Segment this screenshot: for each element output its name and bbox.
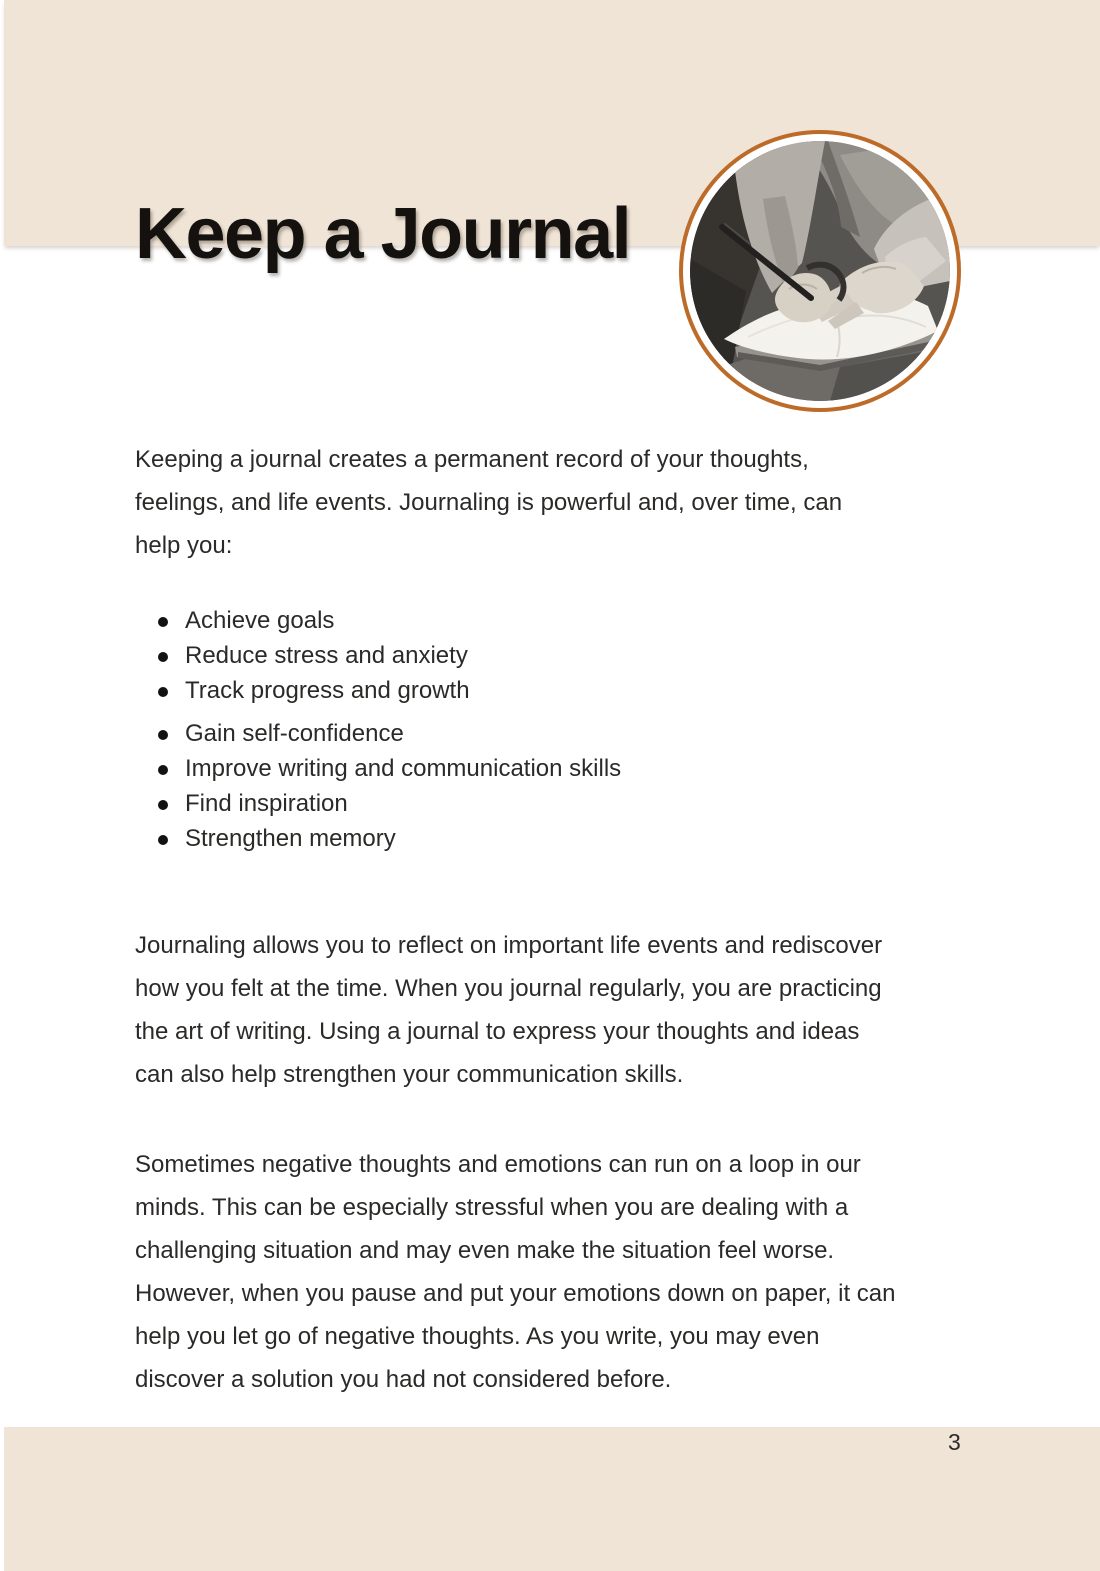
list-item: Reduce stress and anxiety (185, 638, 621, 673)
footer-band (4, 1427, 1100, 1571)
paragraph-line: how you felt at the time. When you journal regularly, you are practicing (135, 975, 882, 1002)
list-item: Find inspiration (185, 786, 621, 821)
intro-paragraph (135, 438, 842, 567)
paragraph-line: minds. This can be especially stressful when you are dealing with a (135, 1194, 849, 1221)
paragraph-line: challenging situation and may even make the situation feel worse. (135, 1237, 835, 1264)
list-item: Achieve goals (185, 603, 621, 638)
paragraph-line: feelings, and life events. Journaling is powerful and, over time, can (135, 489, 843, 516)
paragraph-line: discover a solution you had not considered before. (135, 1366, 672, 1393)
paragraph-line: help you: (135, 532, 233, 559)
benefits-list (185, 603, 621, 856)
paragraph-line: the art of writing. Using a journal to express your thoughts and ideas (135, 1018, 860, 1045)
paragraph-line: Keeping a journal creates a permanent record of your thoughts, (135, 446, 809, 473)
paragraph-line: can also help strengthen your communication skills. (135, 1061, 684, 1088)
paragraph-line: Journaling allows you to reflect on important life events and rediscover (135, 932, 883, 959)
list-item: Gain self-confidence (185, 716, 621, 751)
paragraph-line: Sometimes negative thoughts and emotions can run on a loop in our (135, 1151, 861, 1178)
journal-photo-frame (679, 130, 961, 412)
negative-thoughts-paragraph (135, 1143, 896, 1401)
reflection-paragraph (135, 924, 882, 1096)
list-item: Improve writing and communication skills (185, 751, 621, 786)
list-item: Strengthen memory (185, 821, 621, 856)
paragraph-line: help you let go of negative thoughts. As you write, you may even (135, 1323, 820, 1350)
paragraph-line: However, when you pause and put your emotions down on paper, it can (135, 1280, 896, 1307)
page-title: Keep a Journal (135, 194, 631, 275)
journal-photo-image (690, 141, 950, 401)
page-number: 3 (948, 1429, 961, 1455)
list-item: Track progress and growth (185, 673, 621, 708)
